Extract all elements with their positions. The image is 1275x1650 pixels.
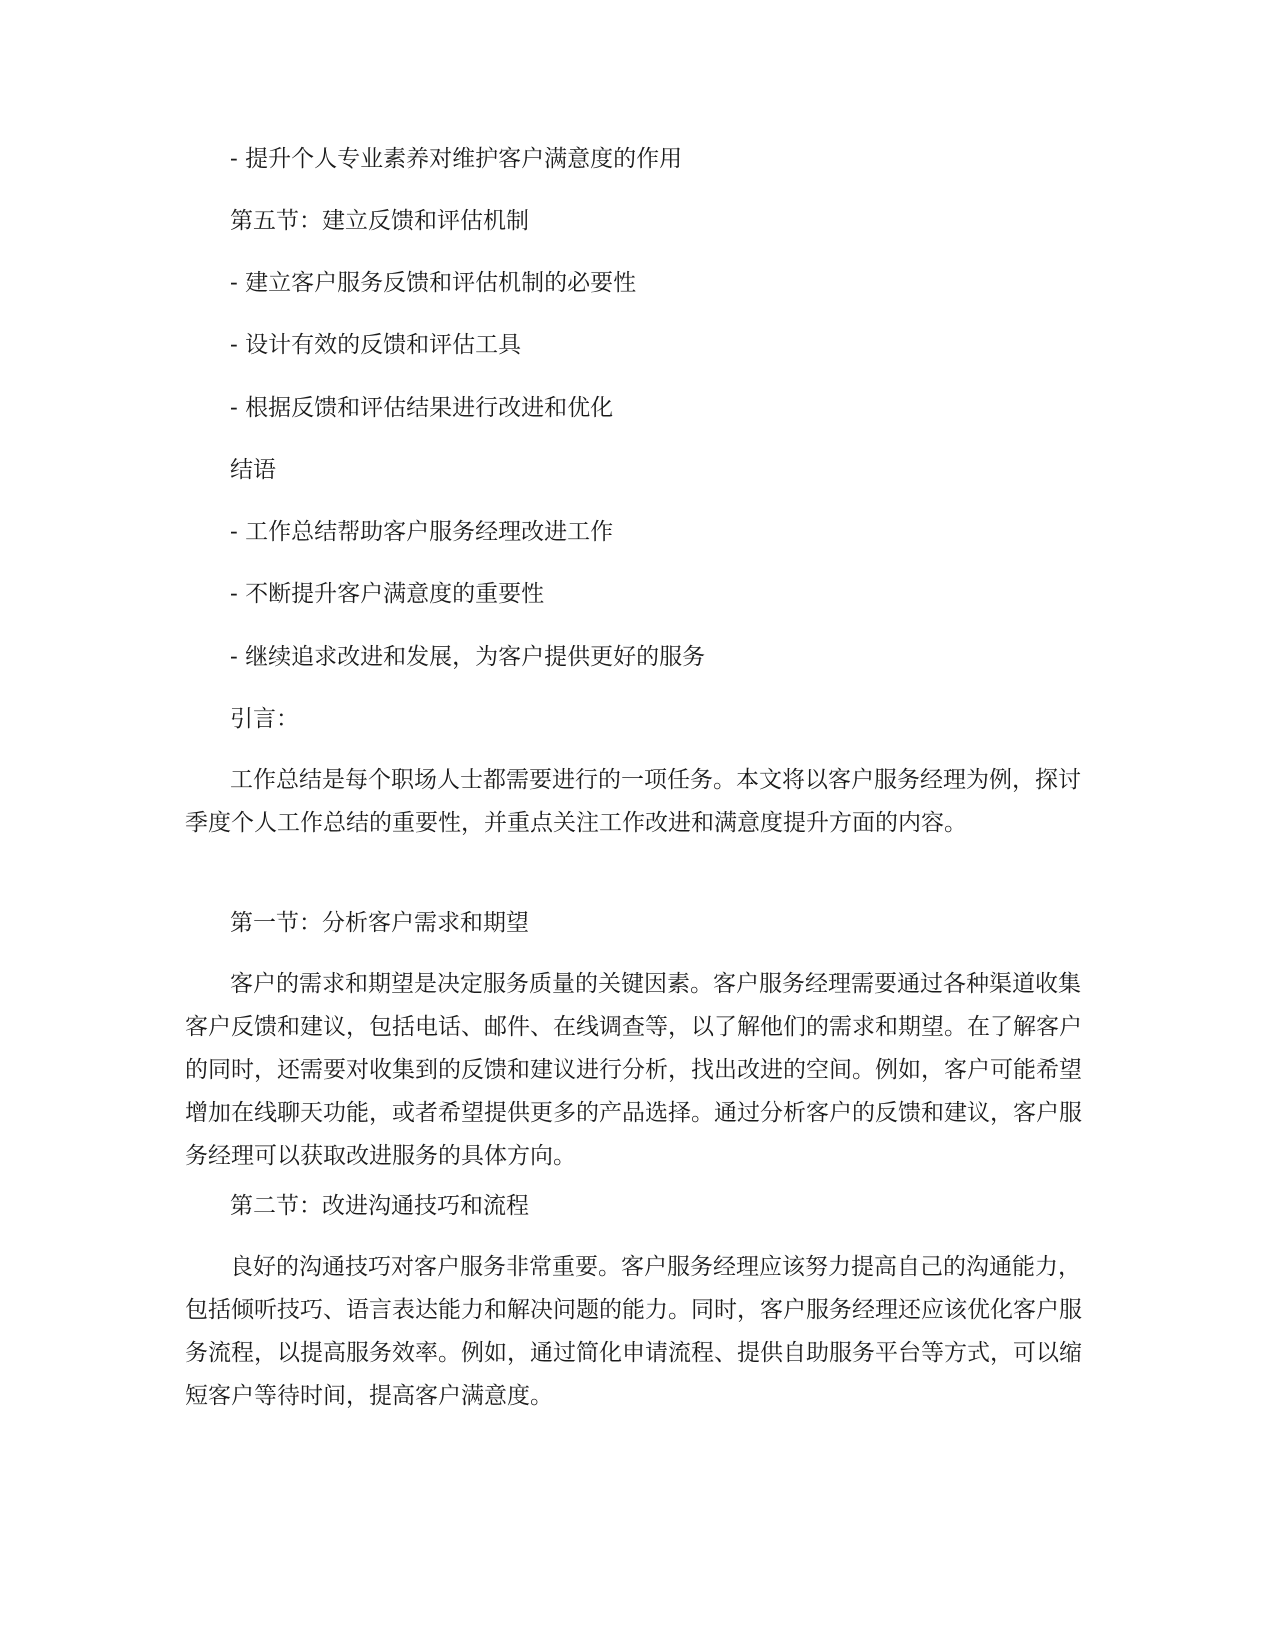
intro-paragraph: 工作总结是每个职场人士都需要进行的一项任务。本文将以客户服务经理为例，探讨季度个人工作总结的重要性，并重点关注工作改进和满意度提升方面的内容。 xyxy=(185,767,1081,836)
section-heading: 第五节：建立反馈和评估机制 xyxy=(230,208,529,234)
list-item: - 提升个人专业素养对维护客户满意度的作用 xyxy=(230,146,683,172)
section2-paragraph: 良好的沟通技巧对客户服务非常重要。客户服务经理应该努力提高自己的沟通能力，包括倾听技巧、语言表达能力和解决问题的能力。同时，客户服务经理还应该优化客户服务流程，以提高服务效率。例如，通过简化申请流程、提供自助服务平台等方式，可以缩短客户等待时间，提高客户满意度。 xyxy=(185,1254,1082,1409)
section-heading: 第一节：分析客户需求和期望 xyxy=(230,910,529,936)
list-item: - 工作总结帮助客户服务经理改进工作 xyxy=(230,519,614,545)
list-item: - 建立客户服务反馈和评估机制的必要性 xyxy=(230,270,637,296)
list-item: - 继续追求改进和发展，为客户提供更好的服务 xyxy=(230,644,706,670)
list-item: - 不断提升客户满意度的重要性 xyxy=(230,581,545,607)
list-item: - 设计有效的反馈和评估工具 xyxy=(230,332,522,358)
list-item: - 根据反馈和评估结果进行改进和优化 xyxy=(230,395,614,421)
section1-paragraph: 客户的需求和期望是决定服务质量的关键因素。客户服务经理需要通过各种渠道收集客户反馈和建议，包括电话、邮件、在线调查等，以了解他们的需求和期望。在了解客户的同时，还需要对收集到的反馈和建议进行分析，找出改进的空间。例如，客户可能希望增加在线聊天功能，或者希望提供更多的产品选择。通过分析客户的反馈和建议，客户服务经理可以获取改进服务的具体方向。 xyxy=(185,971,1082,1169)
section-heading: 引言： xyxy=(230,706,299,732)
section-heading: 第二节：改进沟通技巧和流程 xyxy=(230,1193,529,1219)
section-heading: 结语 xyxy=(230,457,276,483)
